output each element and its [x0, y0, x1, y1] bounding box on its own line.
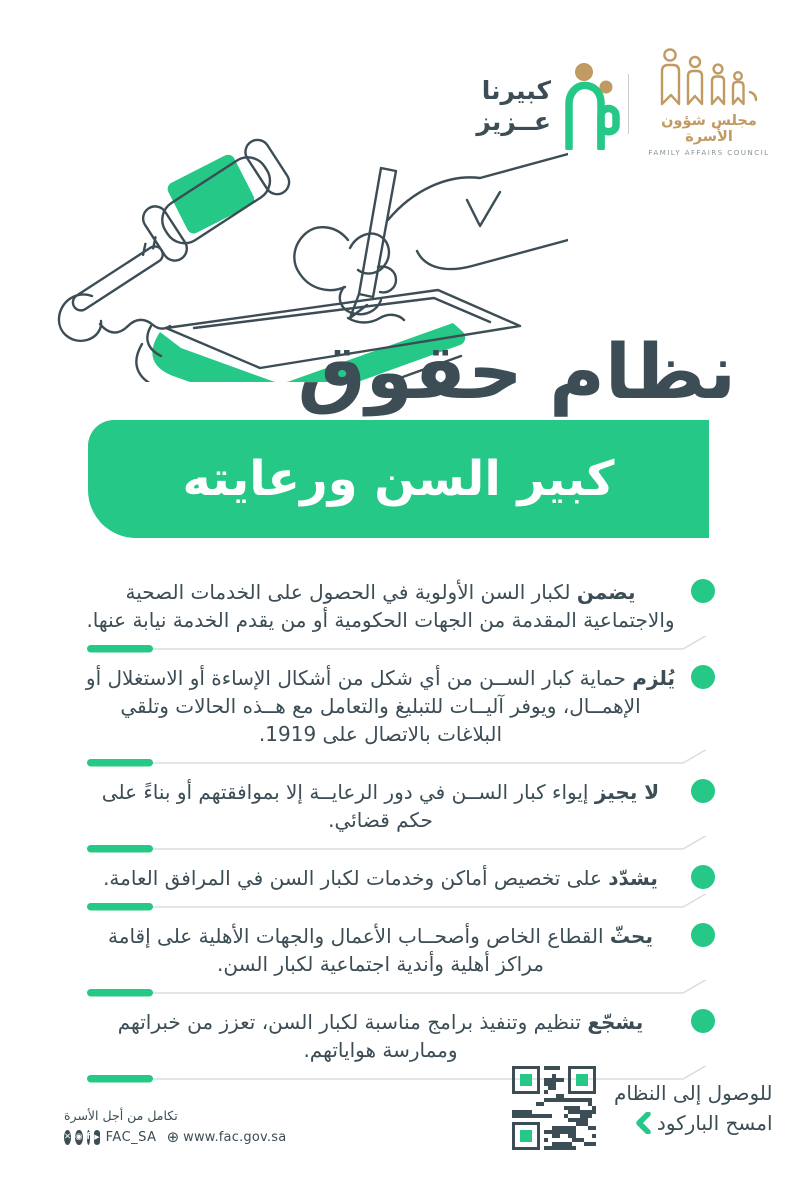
item-text: لا يجيز إيواء كبار الســن في دور الرعايــة إلا بموافقتهم أو بناءً على حكم قضائي.: [101, 780, 660, 832]
fac-figures-icon: [657, 48, 761, 106]
qr-caption-line1: للوصول إلى النظام: [614, 1081, 773, 1105]
footer-tagline: تكامل من أجل الأسرة: [64, 1108, 178, 1123]
item-separator: [85, 980, 715, 1000]
list-item: [85, 1008, 715, 1064]
globe-icon: ⊕: [166, 1128, 180, 1146]
item-text: يضمن لكبار السن الأولوية في الحصول على الخدمات الصحية والاجتماعية المقدمة من الجهات الحكومية أو من يقدم الخدمة نيابة عنها.: [86, 580, 675, 632]
youtube-icon[interactable]: ▶: [94, 1130, 99, 1145]
kabirna-word-line1: كبيرنا: [481, 76, 551, 105]
x-icon[interactable]: ✕: [64, 1130, 71, 1145]
logo-divider: [628, 74, 629, 134]
website-link[interactable]: www.fac.gov.sa: [183, 1130, 287, 1145]
fac-name-arabic: مجلس شؤون الأسرة: [661, 113, 757, 145]
list-item: [85, 864, 715, 892]
item-text: يشجّع تنظيم وتنفيذ برامج مناسبة لكبار السن، تعزز من خبراتهم وممارسة هواياتهم.: [117, 1010, 644, 1062]
qr-section: [512, 1066, 773, 1150]
item-separator: [85, 750, 715, 770]
bullet-icon: [691, 1009, 715, 1033]
bullet-icon: [691, 665, 715, 689]
item-separator: [85, 894, 715, 914]
kabirna-word-line2: عــزيز: [476, 107, 551, 136]
kabirna-figures-icon: [560, 62, 620, 150]
bullet-icon: [691, 865, 715, 889]
social-handle[interactable]: FAC_SA: [105, 1130, 157, 1145]
rights-list: [85, 578, 715, 1086]
chevron-left-icon: [636, 1112, 651, 1134]
item-text: يشدّد على تخصيص أماكن وخدمات لكبار السن في المرافق العامة.: [103, 866, 658, 890]
bullet-icon: [691, 923, 715, 947]
item-separator: [85, 836, 715, 856]
list-item: [85, 578, 715, 634]
list-item: [85, 922, 715, 978]
footer: [64, 1108, 287, 1146]
page-title-line1: نظام حقوق: [297, 327, 736, 416]
family-affairs-council-logo: [646, 48, 772, 157]
fac-name-english: FAMILY AFFAIRS COUNCIL: [648, 148, 770, 157]
list-item: [85, 778, 715, 834]
page-title-line2: كبير السن ورعايته: [182, 451, 615, 507]
list-item: [85, 664, 715, 748]
qr-caption-line2: امسح الباركود: [656, 1111, 773, 1135]
facebook-icon[interactable]: f: [87, 1130, 91, 1145]
bullet-icon: [691, 579, 715, 603]
qr-code: [512, 1066, 596, 1150]
item-text: يحثّ القطاع الخاص وأصحــاب الأعمال والجهات الأهلية على إقامة مراكز أهلية وأندية اجتماعية لكبار السن.: [108, 924, 653, 976]
social-row: [64, 1128, 287, 1146]
title-banner: [88, 420, 709, 538]
bullet-icon: [691, 779, 715, 803]
item-text: يُلزم حماية كبار الســن من أي شكل من أشكال الإساءة أو الاستغلال أو الإهمــال، ويوفر آليــات للتبليغ والتعامل مع هــذه الحالات وتلقي البلاغات بالاتصال على 1919.: [85, 666, 676, 746]
instagram-icon[interactable]: ◉: [75, 1130, 82, 1145]
item-separator: [85, 636, 715, 656]
